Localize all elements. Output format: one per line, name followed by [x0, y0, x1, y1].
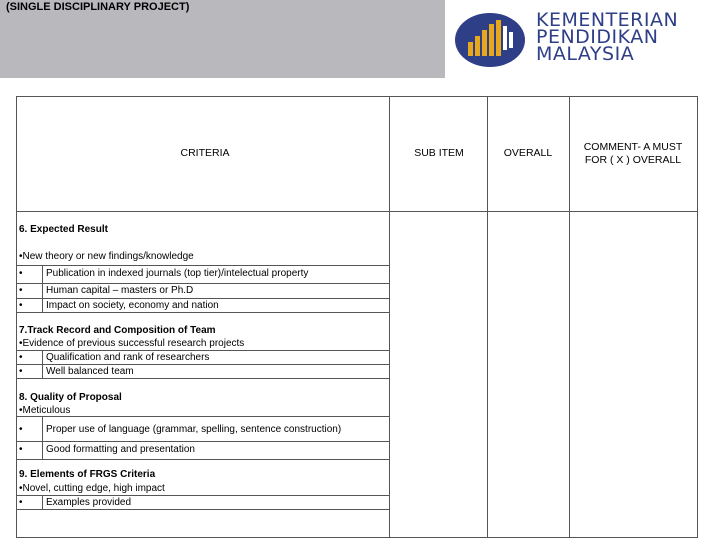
header-criteria: CRITERIA [180, 147, 230, 159]
bullet-icon: • [19, 497, 23, 508]
section-8-title: 8. Quality of Proposal [19, 392, 122, 403]
row-divider [16, 350, 389, 351]
logo-line-3: MALAYSIA [536, 43, 635, 65]
bullet-icon: • [19, 424, 23, 435]
row-divider [16, 509, 389, 510]
row-divider [16, 495, 389, 496]
section-8-lead-text: Meticulous [22, 405, 71, 416]
section-9-title: 9. Elements of FRGS Criteria [19, 469, 156, 480]
row-divider [16, 441, 389, 442]
row-divider [16, 298, 389, 299]
section-9-lead-text: Novel, cutting edge, high impact [22, 483, 165, 494]
section-6-title: 6. Expected Result [19, 224, 108, 235]
bullet-icon: • [19, 483, 23, 494]
header-overall: OVERALL [503, 147, 553, 159]
section-6-lead-text: New theory or new findings/knowledge [22, 251, 194, 262]
bullet-icon: • [19, 405, 23, 416]
bullet-icon: • [19, 338, 23, 349]
header-divider [16, 211, 698, 212]
section-8-item: Proper use of language (grammar, spelling, sentence construction) [46, 424, 342, 435]
bullet-icon: • [19, 444, 23, 455]
row-divider [16, 283, 389, 284]
section-7-title: 7.Track Record and Composition of Team [19, 325, 216, 336]
ministry-wordmark [536, 9, 679, 65]
row-divider [16, 364, 389, 365]
header-sub-item: SUB ITEM [414, 147, 464, 159]
section-9-item: Examples provided [46, 497, 132, 508]
bullet-divider [42, 265, 43, 312]
header-comment: COMMENT- A MUST FOR ( X ) OVERALL [583, 141, 683, 166]
row-divider [16, 416, 389, 417]
row-divider [16, 459, 389, 460]
ministry-emblem-icon [454, 12, 528, 68]
section-8-lead [19, 405, 70, 416]
bullet-icon: • [19, 251, 23, 262]
section-7-lead-text: Evidence of previous successful research projects [22, 338, 245, 349]
row-divider [16, 265, 389, 266]
section-6-lead [19, 251, 194, 262]
section-6-item: Impact on society, economy and nation [46, 300, 219, 311]
section-8-item: Good formatting and presentation [46, 444, 195, 455]
section-7-item: Well balanced team [46, 366, 134, 377]
bullet-icon: • [19, 352, 23, 363]
section-7-item: Qualification and rank of researchers [46, 352, 210, 363]
section-6-item: Human capital – masters or Ph.D [46, 285, 194, 296]
column-divider [569, 96, 570, 538]
document-title: (SINGLE DISCIPLINARY PROJECT) [6, 1, 190, 13]
bullet-icon: • [19, 285, 23, 296]
bullet-icon: • [19, 366, 23, 377]
bullet-icon: • [19, 300, 23, 311]
bullet-divider [42, 416, 43, 459]
bullet-icon: • [19, 268, 23, 279]
ministry-logo [446, 0, 720, 78]
logo-line-1: KEMENTERIAN [536, 9, 679, 31]
section-7-lead [19, 338, 244, 349]
logo-line-2: PENDIDIKAN [536, 26, 659, 48]
column-divider [487, 96, 488, 538]
bullet-divider [42, 495, 43, 509]
column-divider [389, 96, 390, 538]
section-9-lead [19, 483, 165, 494]
row-divider [16, 312, 389, 313]
bullet-divider [42, 350, 43, 378]
section-6-item: Publication in indexed journals (top tier)/intelectual property [46, 268, 309, 279]
row-divider [16, 378, 389, 379]
